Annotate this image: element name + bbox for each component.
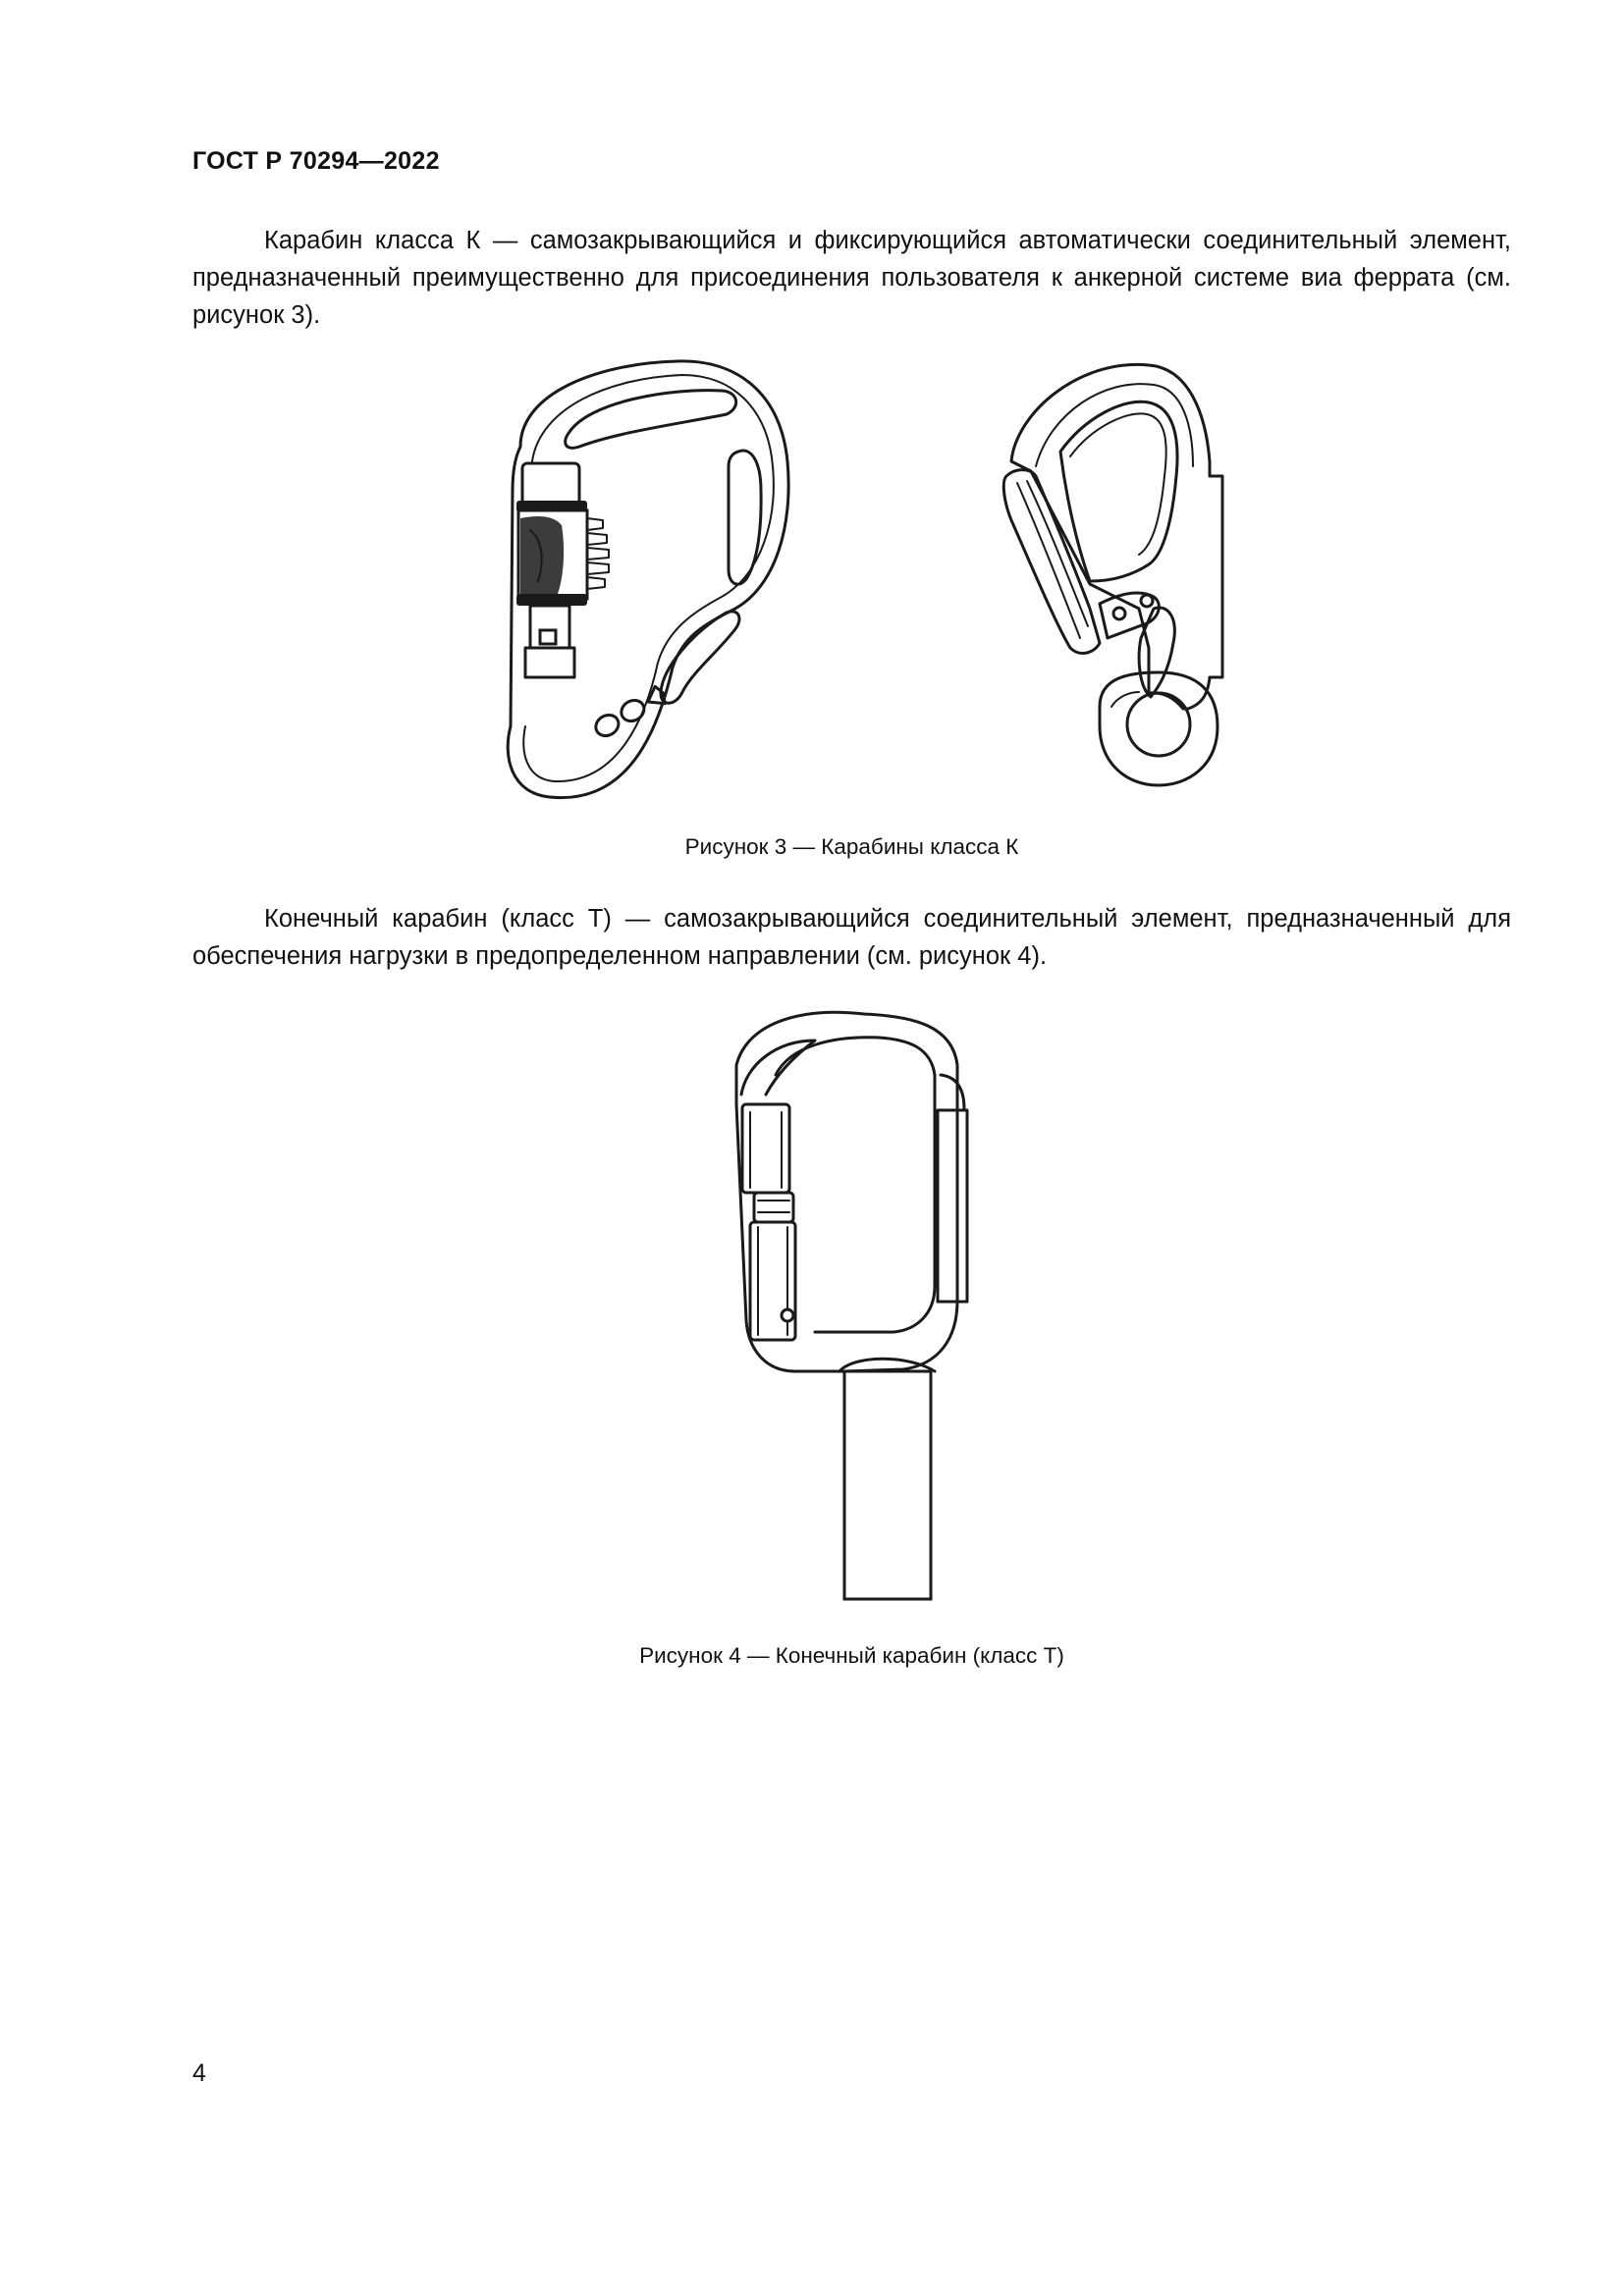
figure-4-caption: Рисунок 4 — Конечный карабин (класс Т) — [639, 1643, 1064, 1668]
figure-3-carabiners-class-k — [481, 353, 1227, 815]
carabiner-right-illustration — [1003, 364, 1222, 785]
document-header: ГОСТ Р 70294—2022 — [192, 147, 440, 175]
paragraph-class-t: Конечный карабин (класс Т) — самозакрывающийся соединительный элемент, предназначенный для обеспечения нагрузки в предопределенном направлении (см. рисунок 4). — [192, 905, 1511, 970]
figure-4-terminal-carabiner — [707, 987, 1001, 1615]
page-number: 4 — [192, 2059, 206, 2087]
figure-3-drawing — [481, 353, 1227, 815]
carabiner-left-illustration — [508, 361, 788, 798]
paragraph-class-k: Карабин класса К — самозакрывающийся и фиксирующийся автоматически соединительный элемент, предназначенный преимущественно для присоединения пользователя к анкерной системе виа феррата (см. рисунок 3). — [192, 227, 1511, 329]
figure-3-caption: Рисунок 3 — Карабины класса К — [684, 834, 1019, 859]
figure-4-drawing — [707, 987, 1001, 1615]
